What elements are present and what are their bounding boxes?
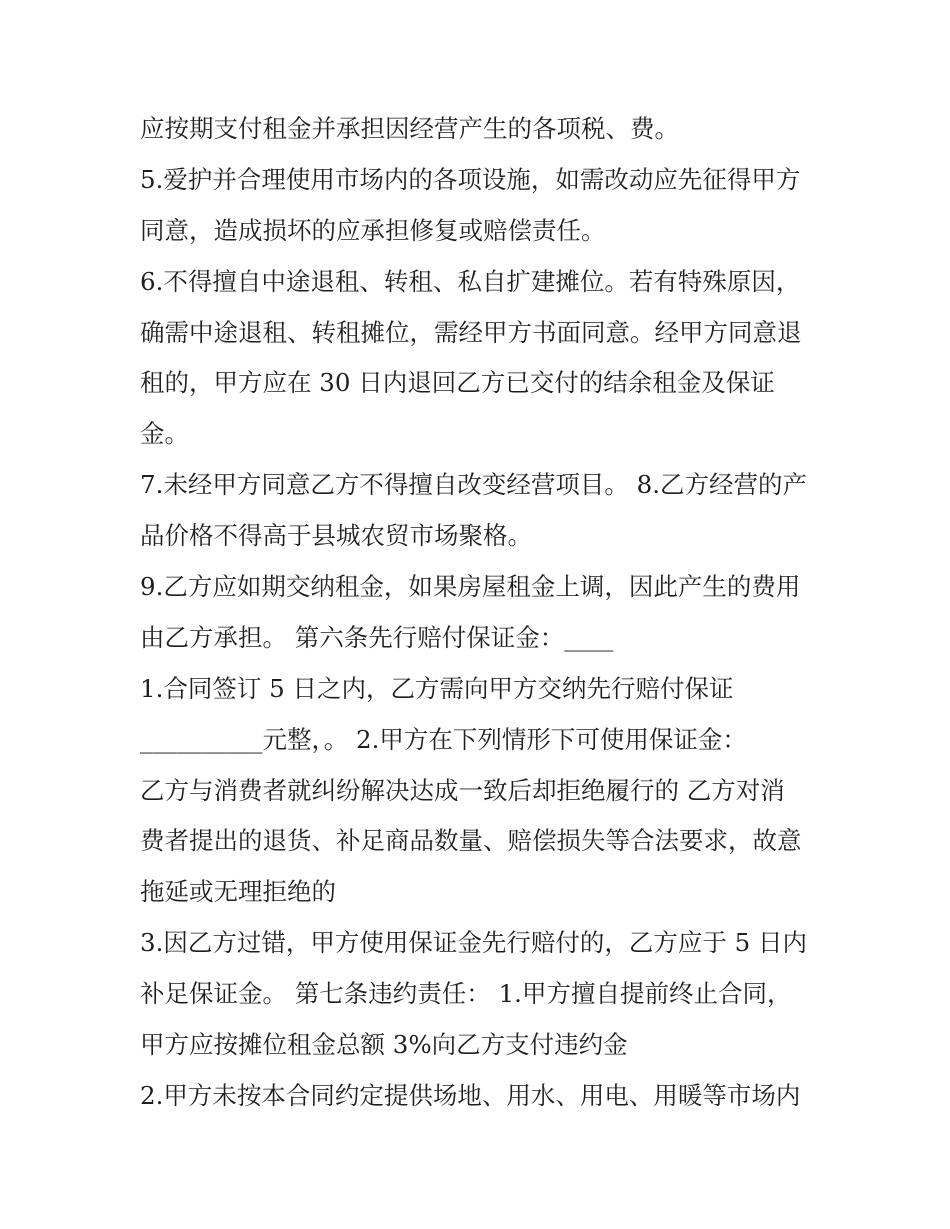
text-line: 1.合同签订 5 日之内，乙方需向甲方交纳先行赔付保证 (140, 673, 734, 703)
text-line: 6.不得擅自中途退租、转租、私自扩建摊位。若有特殊原因， (140, 266, 801, 296)
contract-body-text (140, 104, 830, 1122)
text-line: 乙方与消费者就纠纷解决达成一致后却拒绝履行的 乙方对消 (140, 775, 785, 805)
text-line: 5.爱护并合理使用市场内的各项设施，如需改动应先征得甲方 (140, 164, 801, 194)
text-line: 甲方应按摊位租金总额 3%向乙方支付违约金 (140, 1030, 628, 1060)
text-line: 确需中途退租、转租摊位，需经甲方书面同意。经甲方同意退 (140, 317, 802, 347)
text-line: 费者提出的退货、补足商品数量、赔偿损失等合法要求，故意 (140, 826, 802, 856)
text-line: 同意，造成损坏的应承担修复或赔偿责任。 (140, 215, 606, 245)
text-line: 品价格不得高于县城农贸市场聚格。 (140, 521, 532, 551)
text-line: 金。 (140, 419, 189, 449)
text-line: 拖延或无理拒绝的 (140, 877, 336, 907)
text-line: 由乙方承担。 第六条先行赔付保证金：____ (140, 622, 614, 652)
text-line: 7.未经甲方同意乙方不得擅自改变经营项目。 8.乙方经营的产 (140, 470, 808, 500)
text-line: 9.乙方应如期交纳租金，如果房屋租金上调，因此产生的费用 (140, 572, 801, 602)
text-line: 2.甲方未按本合同约定提供场地、用水、用电、用暖等市场内 (140, 1080, 801, 1110)
text-line: 租的，甲方应在 30 日内退回乙方已交付的结余租金及保证 (140, 368, 775, 398)
text-line: 应按期支付租金并承担因经营产生的各项税、费。 (140, 114, 679, 143)
text-line: 补足保证金。 第七条违约责任： 1.甲方擅自提前终止合同， (140, 979, 792, 1009)
text-line: __________元整，。 2.甲方在下列情形下可使用保证金： (140, 724, 747, 754)
text-line: 3.因乙方过错，甲方使用保证金先行赔付的，乙方应于 5 日内 (140, 928, 808, 958)
